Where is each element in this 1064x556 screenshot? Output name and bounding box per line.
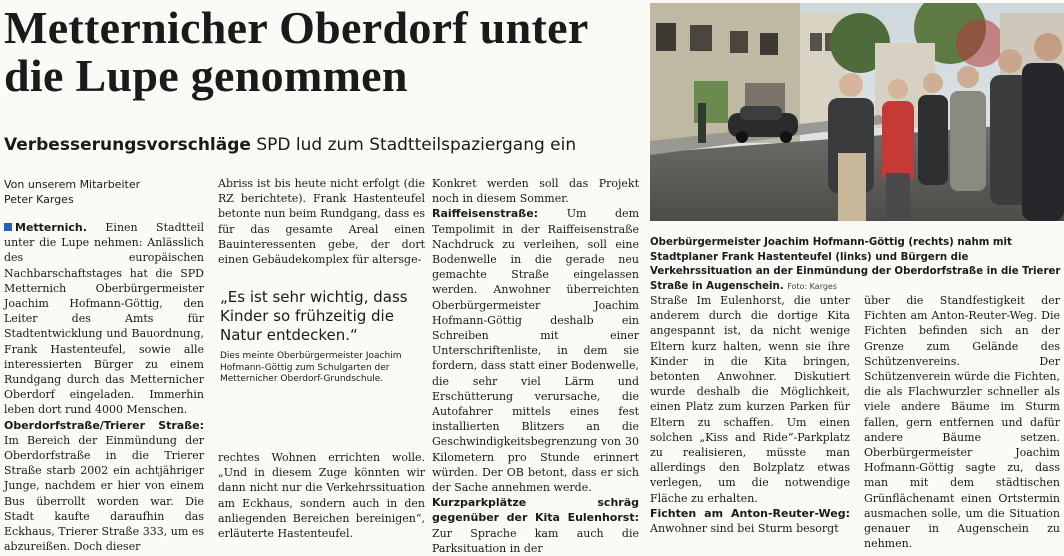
paragraph: rechtes Wohnen errichten wolle. „Und in diesem Zuge könnten wir dann nicht nur die Verkehrssituation am Eckhaus, sondern auch in den anliegenden Bereichen bereinigen“, erläuterte Hastenteufel.: [218, 451, 425, 541]
paragraph-text: Zur Sprache kam auch die Parksituation in der: [432, 526, 639, 555]
article-column-4: [650, 293, 850, 536]
paragraph-text: Anwohner sind bei Sturm besorgt: [650, 522, 839, 536]
dateline: Metternich.: [15, 221, 87, 234]
street-scene-photo: [650, 3, 1064, 221]
paragraph: über die Standfestigkeit der Fichten am Anton-Reuter-Weg. Die Fichten befinden sich an der Grenze zum Gelände des Schützenvereins. Der Schützenverein würde die Fichten, die als Flachwurzler schneller als viele andere Bäume im Sturm fallen, gern entfernen und dafür andere Bäume setzen. Oberbürgermeister Joachim Hofmann-Göttig sagte zu, dass man mit dem städtischen Grünflächenamt einen Ortstermin ausmachen solle, um die Situation genauer in Augenschein zu nehmen.: [864, 294, 1060, 551]
photo-caption: [650, 236, 1064, 294]
quote-source: Dies meinte Oberbürgermeister Joachim Hofmann-Göttig zum Schulgarten der Metternicher Oberdorf-Grundschule.: [220, 351, 402, 384]
article-column-1: [4, 220, 204, 554]
paragraph: [4, 418, 204, 555]
paragraph: [432, 495, 639, 556]
article-column-3: [432, 176, 639, 556]
subline-kicker: Verbesserungsvorschläge: [4, 135, 251, 155]
subline: [4, 134, 644, 156]
caption-text: Oberbürgermeister Joachim Hofmann-Göttig (rechts) nahm mit Stadtplaner Frank Hastenteufel (links) und Bürgern die Verkehrssituation an der Einmündung der Oberdorfstraße in die Trierer Straße in Augenschein.: [650, 237, 1061, 292]
article-column-2-top: [218, 176, 425, 267]
headline: Metternicher Oberdorf unter die Lupe genommen: [4, 2, 588, 101]
paragraph: [650, 506, 850, 536]
article-column-2-bottom: [218, 450, 425, 541]
pull-quote: [220, 288, 425, 386]
paragraph: [4, 220, 204, 418]
photo-credit: Foto: Karges: [787, 281, 838, 291]
paragraph: Abriss ist bis heute nicht erfolgt (die RZ berichtete). Frank Hastenteufel betonte nun beim Rundgang, dass es für das gesamte Areal einen Bauinteressenten gebe, der dort einen Gebäudekomplex für altersge-: [218, 177, 425, 267]
paragraph-text: Einen Stadtteil unter die Lupe nehmen: Anlässlich des europäischen Nachbarschaftstages hat die SPD Metternich Oberbürgermeister Joachim Hofmann-Göttig, den Leiter des Amts für Stadtentwicklung und Bauordnung, Frank Hastenteufel, sowie alle interessierten Bürger zu einem Rundgang durch das Metternicher Oberdorf eingeladen. Immerhin leben dort rund 4000 Menschen.: [4, 221, 204, 417]
subheading: Kurzparkplätze schräg gegenüber der Kita Eulenhorst:: [432, 496, 639, 525]
subline-text: SPD lud zum Stadtteilspaziergang ein: [256, 135, 577, 155]
byline-author: Peter Karges: [4, 193, 74, 206]
paragraph-text: Um dem Tempolimit in der Raiffeisenstraße Nachdruck zu verleihen, soll eine Bodenwelle in die gerade neu gemachte Straße eingelassen werden. Anwohner überreichten Oberbürgermeister Joachim Hofmann-Göttig deshalb ein Schreiben mit einer Unterschriftenliste, in dem sie fordern, dass statt einer Bodenwelle, die sehr viel Lärm und Erschütterung verursache, die Autofahrer mittels eines fest installierten Blitzers an die Geschwindigkeitsbegrenzung von 30 Kilometern pro Stunde erinnert würden. Der OB betont, dass er sich der Sache annehmen werde.: [432, 207, 639, 495]
paragraph-text: Im Bereich der Einmündung der Oberdorfstraße in die Trierer Straße starb 2002 ein achtjähriger Junge, nachdem er hier von einem Bus überrollt worden war. Die Stadt kaufte daraufhin das Eckhaus, Trierer Straße 333, um es abzureißen. Doch dieser: [4, 433, 204, 554]
paragraph: Konkret werden soll das Projekt noch in diesem Sommer.: [432, 177, 639, 206]
byline-line1: Von unserem Mitarbeiter: [4, 178, 141, 191]
subheading: Oberdorfstraße/Trierer Straße:: [4, 418, 204, 432]
subheading: Fichten am Anton-Reuter-Weg:: [650, 506, 850, 520]
paragraph: [432, 206, 639, 495]
article-column-5: [864, 293, 1060, 551]
paragraph: Straße Im Eulenhorst, die unter anderem durch die dortige Kita angespannt ist, da nicht wenige Eltern kurz halten, wenn sie ihre Kinder in die Kita bringen, betonten Anwohner. Diskutiert wurde deshalb die Möglichkeit, einen Platz zum kurzen Parken für Eltern zu schaffen. Um einen solchen „Kiss and Ride“-Parkplatz zu realisieren, müsste man allerdings den Bolzplatz etwas verlegen, um die notwendige Fläche zu erhalten.: [650, 294, 850, 505]
square-bullet-icon: [4, 223, 12, 231]
byline: [4, 177, 204, 207]
quote-text: „Es ist sehr wichtig, dass Kinder so frühzeitig die Natur entdecken.“: [220, 288, 408, 344]
subheading: Raiffeisenstraße:: [432, 207, 539, 221]
